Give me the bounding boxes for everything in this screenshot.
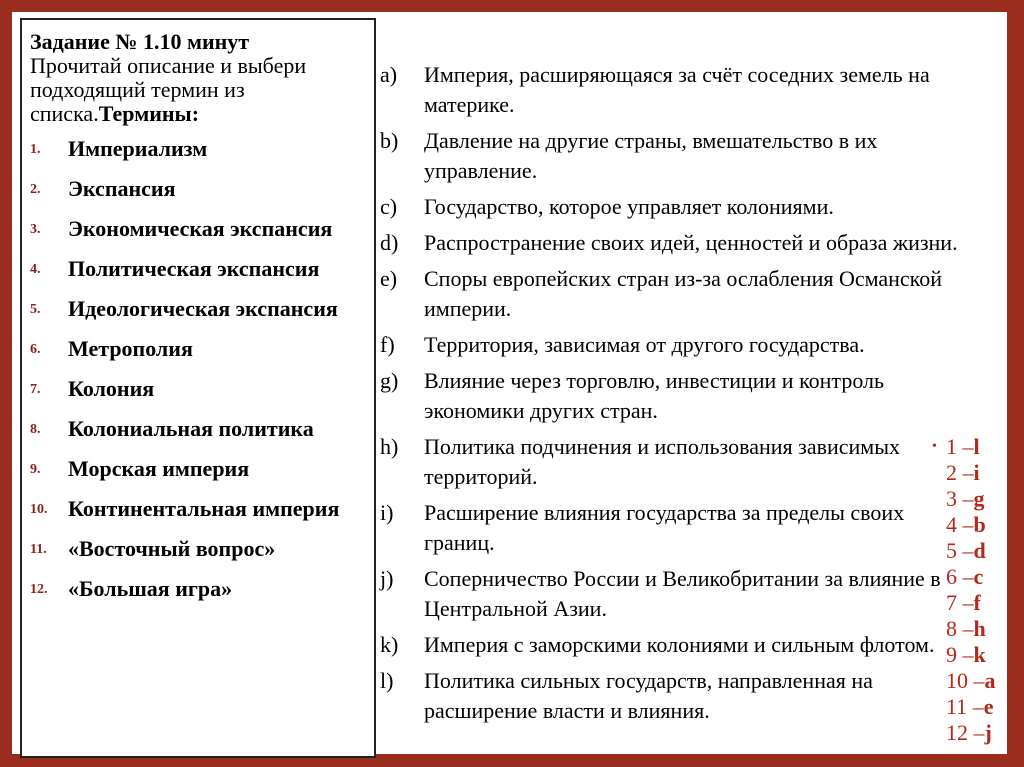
task-description: [30, 54, 366, 126]
terms-panel: [20, 18, 376, 758]
answer-item: [932, 642, 1012, 668]
definition-item: [380, 192, 970, 222]
definition-text: Империя, расширяющаяся за счёт соседних земель на материке.: [424, 62, 930, 117]
definition-text: Соперничество России и Великобритании за влияние в Центральной Азии.: [424, 566, 941, 621]
definition-text: Расширение влияния государства за пределы своих границ.: [424, 500, 905, 555]
definition-item: [380, 498, 970, 558]
bullet-icon: [932, 720, 946, 746]
answer-item: [932, 720, 1012, 746]
definition-letter: l): [380, 668, 394, 693]
answer-item: [932, 460, 1012, 486]
term-number: 5.: [30, 302, 41, 317]
term-text: Империализм: [68, 136, 208, 161]
answer-number: 1 –: [946, 434, 974, 459]
answer-item: [932, 616, 1012, 642]
term-text: Экспансия: [68, 176, 176, 201]
term-number: 1.: [30, 142, 41, 157]
answer-letter: h: [973, 616, 986, 641]
answer-letter: b: [973, 512, 986, 537]
term-text: Политическая экспансия: [68, 256, 320, 281]
answer-letter: c: [973, 564, 984, 589]
term-text: «Большая игра»: [68, 576, 233, 601]
term-text: Экономическая экспансия: [68, 216, 333, 241]
term-item: [30, 256, 366, 282]
term-text: «Восточный вопрос»: [68, 536, 276, 561]
definition-text: Распространение своих идей, ценностей и образа жизни.: [424, 230, 958, 255]
definition-letter: j): [380, 566, 394, 591]
definition-letter: e): [380, 266, 398, 291]
term-number: 9.: [30, 462, 41, 477]
term-item: [30, 456, 366, 482]
answer-letter: i: [973, 460, 980, 485]
definition-item: [380, 126, 970, 186]
term-item: [30, 336, 366, 362]
term-item: [30, 496, 366, 522]
definition-letter: c): [380, 194, 398, 219]
answer-number: 7 –: [946, 590, 974, 615]
bullet-icon: [932, 590, 946, 616]
answer-letter: e: [983, 694, 994, 719]
definitions-list: [380, 60, 970, 732]
answer-letter: d: [973, 538, 986, 563]
term-item: [30, 216, 366, 242]
definition-text: Территория, зависимая от другого государства.: [424, 332, 865, 357]
term-item: [30, 576, 366, 602]
answer-item: [932, 486, 1012, 512]
definition-letter: b): [380, 128, 399, 153]
definition-item: [380, 630, 970, 660]
bullet-icon: •: [932, 439, 937, 454]
term-text: Метрополия: [68, 336, 193, 361]
term-number: 4.: [30, 262, 41, 277]
term-text: Колониальная политика: [68, 416, 314, 441]
term-number: 12.: [30, 582, 48, 597]
bullet-icon: [932, 694, 946, 720]
answer-item: [932, 668, 1012, 694]
answer-number: 9 –: [946, 642, 974, 667]
definition-letter: f): [380, 332, 395, 357]
definition-text: Давление на другие страны, вмешательство в их управление.: [424, 128, 878, 183]
term-item: [30, 416, 366, 442]
bullet-icon: [932, 642, 946, 668]
answer-item: [932, 564, 1012, 590]
terms-label: Термины:: [98, 101, 200, 126]
answer-item: [932, 512, 1012, 538]
term-number: 10.: [30, 502, 48, 517]
answer-letter: j: [984, 720, 992, 745]
definition-text: Государство, которое управляет колониями.: [424, 194, 834, 219]
answer-number: 8 –: [946, 616, 974, 641]
answer-number: 10 –: [946, 668, 985, 693]
answer-number: 3 –: [946, 486, 974, 511]
term-text: Идеологическая экспансия: [68, 296, 338, 321]
answer-item: [932, 434, 1012, 460]
task-instruction: Прочитай описание и выбери подходящий термин из списка.: [30, 53, 307, 126]
definition-item: [380, 432, 970, 492]
answer-number: 12 –: [946, 720, 985, 745]
definition-letter: g): [380, 368, 399, 393]
definition-letter: k): [380, 632, 399, 657]
answer-letter: a: [984, 668, 996, 693]
term-item: [30, 136, 366, 162]
answer-item: [932, 590, 1012, 616]
bullet-icon: [932, 486, 946, 512]
definition-text: Споры европейских стран из-за ослабления Османской империи.: [424, 266, 943, 321]
slide: [12, 12, 1007, 754]
definition-letter: d): [380, 230, 399, 255]
task-title: Задание № 1.10 минут: [30, 29, 250, 54]
term-number: 11.: [30, 542, 47, 557]
term-text: Морская империя: [68, 456, 250, 481]
definition-item: [380, 228, 970, 258]
answer-key: [932, 434, 1012, 746]
term-number: 6.: [30, 342, 41, 357]
answer-item: [932, 538, 1012, 564]
answer-letter: l: [973, 434, 980, 459]
bullet-icon: [932, 616, 946, 642]
answer-number: 5 –: [946, 538, 974, 563]
term-text: Колония: [68, 376, 155, 401]
definition-item: [380, 264, 970, 324]
definition-text: Политика подчинения и использования зависимых территорий.: [424, 434, 900, 489]
term-item: [30, 376, 366, 402]
definition-item: [380, 564, 970, 624]
term-item: [30, 536, 366, 562]
definition-letter: h): [380, 434, 399, 459]
term-item: [30, 176, 366, 202]
definition-text: Влияние через торговлю, инвестиции и контроль экономики других стран.: [424, 368, 885, 423]
definition-letter: a): [380, 62, 398, 87]
term-text: Континентальная империя: [68, 496, 340, 521]
definition-item: [380, 60, 970, 120]
bullet-icon: [932, 512, 946, 538]
bullet-icon: [932, 668, 946, 694]
definition-item: [380, 366, 970, 426]
term-number: 7.: [30, 382, 41, 397]
definition-text: Империя с заморскими колониями и сильным флотом.: [424, 632, 935, 657]
answer-number: 6 –: [946, 564, 974, 589]
answer-number: 2 –: [946, 460, 974, 485]
bullet-icon: [932, 564, 946, 590]
answer-item: [932, 694, 1012, 720]
terms-list: [30, 136, 366, 602]
answer-number: 11 –: [946, 694, 984, 719]
definition-text: Политика сильных государств, направленная на расширение власти и влияния.: [424, 668, 873, 723]
bullet-icon: [932, 538, 946, 564]
definition-letter: i): [380, 500, 394, 525]
term-number: 3.: [30, 222, 41, 237]
bullet-icon: [932, 460, 946, 486]
answer-number: 4 –: [946, 512, 974, 537]
definition-item: [380, 330, 970, 360]
term-item: [30, 296, 366, 322]
answer-letter: g: [973, 486, 985, 511]
answer-letter: f: [973, 590, 981, 615]
definition-item: [380, 666, 970, 726]
answer-letter: k: [973, 642, 986, 667]
term-number: 2.: [30, 182, 41, 197]
term-number: 8.: [30, 422, 41, 437]
